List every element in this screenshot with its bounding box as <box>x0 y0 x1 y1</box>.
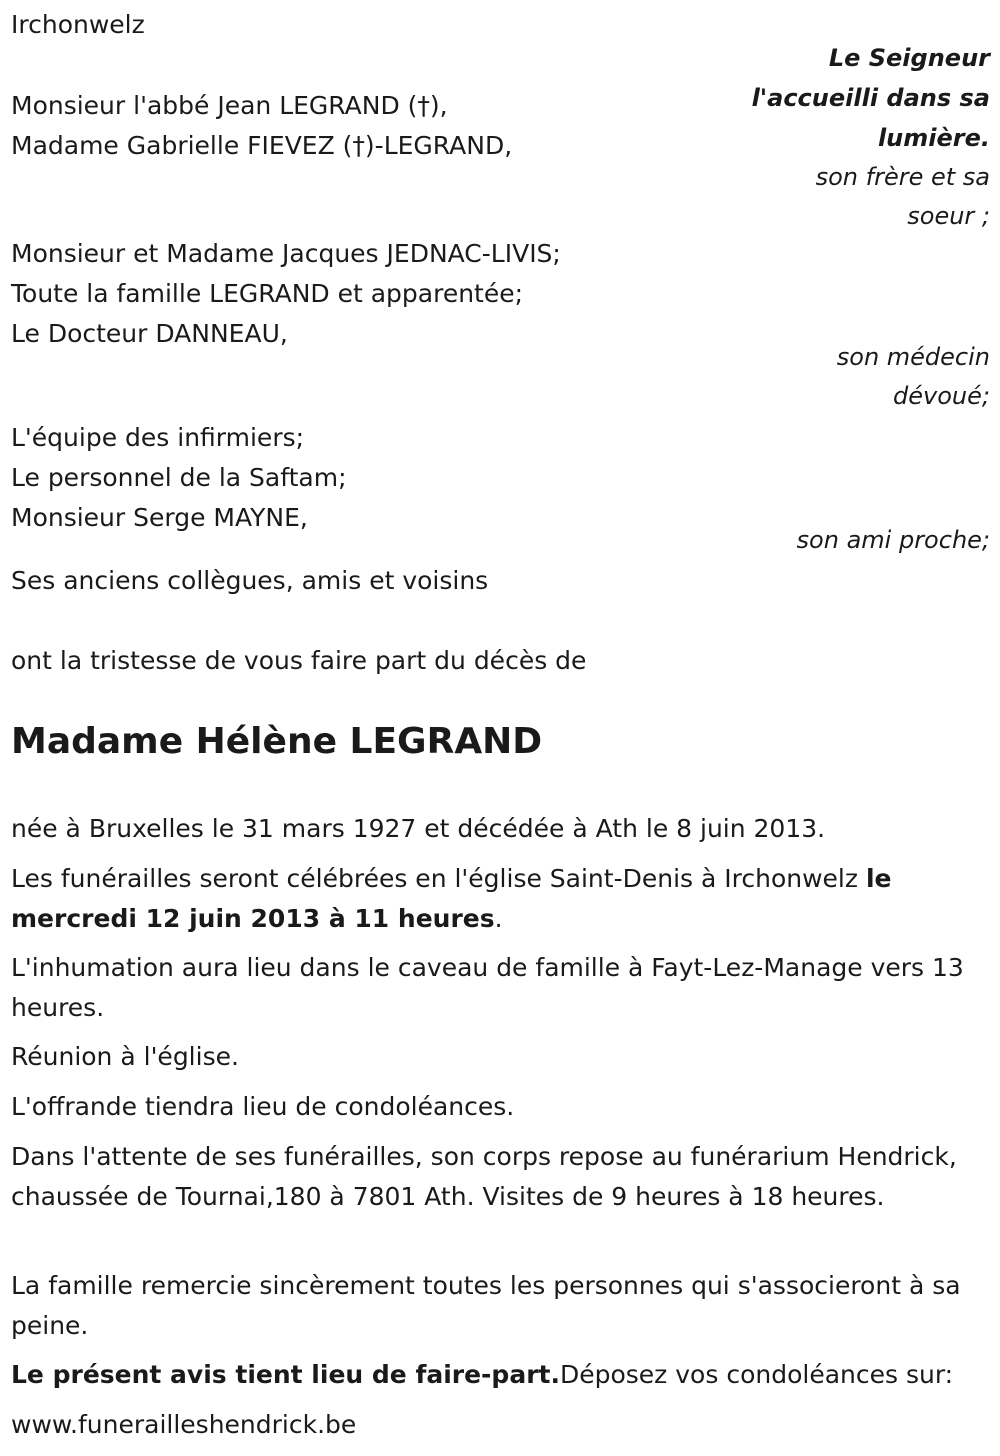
relation-note-sibling-1: son frère et sa <box>815 163 990 191</box>
family-line-2: Madame Gabrielle FIEVEZ (†)-LEGRAND, <box>11 131 513 160</box>
funeral-date: le mercredi 12 juin 2013 à 11 heures <box>11 864 892 933</box>
thanks-paragraph: La famille remercie sincèrement toutes les personnes qui s'associeront à sa peine. <box>11 1271 961 1340</box>
announcement-text: ont la tristesse de vous faire part du décès de <box>11 646 587 675</box>
epigraph-line-2: l'accueilli dans sa <box>751 84 990 112</box>
website-link[interactable]: www.funerailleshendrick.be <box>11 1410 357 1439</box>
funeral-end: . <box>494 904 503 933</box>
notice-bold: Le présent avis tient lieu de faire-part. <box>11 1360 560 1389</box>
family-line-9: Ses anciens collègues, amis et voisins <box>11 566 489 595</box>
rest-paragraph: Dans l'attente de ses funérailles, son corps repose au funérarium Hendrick, chaussée de Tournai,180 à 7801 Ath. Visites de 9 heures à 18 heures. <box>11 1142 957 1211</box>
relation-note-doctor-2: dévoué; <box>893 382 990 410</box>
offering-paragraph: L'offrande tiendra lieu de condoléances. <box>11 1092 515 1121</box>
funeral-intro: Les funérailles seront célébrées en l'église Saint-Denis à Irchonwelz <box>11 864 866 893</box>
deceased-name: Madame Hélène LEGRAND <box>11 721 543 762</box>
family-line-3: Monsieur et Madame Jacques JEDNAC-LIVIS; <box>11 239 561 268</box>
notice-paragraph <box>11 1355 986 1395</box>
meeting-paragraph: Réunion à l'église. <box>11 1042 239 1071</box>
family-line-8: Monsieur Serge MAYNE, <box>11 503 308 532</box>
family-line-5: Le Docteur DANNEAU, <box>11 319 288 348</box>
family-line-6: L'équipe des infirmiers; <box>11 423 305 452</box>
family-line-4: Toute la famille LEGRAND et apparentée; <box>11 279 524 308</box>
funeral-paragraph <box>11 859 986 939</box>
relation-note-friend-1: son ami proche; <box>796 526 990 554</box>
village-name: Irchonwelz <box>11 10 145 39</box>
relation-note-friend <box>797 521 990 560</box>
relation-note-doctor <box>837 338 990 416</box>
birth-death-paragraph: née à Bruxelles le 31 mars 1927 et décédée à Ath le 8 juin 2013. <box>11 814 826 843</box>
burial-paragraph: L'inhumation aura lieu dans le caveau de famille à Fayt-Lez-Manage vers 13 heures. <box>11 953 964 1022</box>
condolences-text: Déposez vos condoléances sur: <box>559 1360 954 1389</box>
family-line-1: Monsieur l'abbé Jean LEGRAND (†), <box>11 91 448 120</box>
family-line-7: Le personnel de la Saftam; <box>11 463 347 492</box>
epigraph-line-3: lumière. <box>877 124 990 152</box>
epigraph-line-1: Le Seigneur <box>828 44 990 72</box>
relation-note-sibling-2: soeur ; <box>907 202 990 230</box>
relation-note-doctor-1: son médecin <box>836 343 990 371</box>
epigraph <box>752 38 990 236</box>
